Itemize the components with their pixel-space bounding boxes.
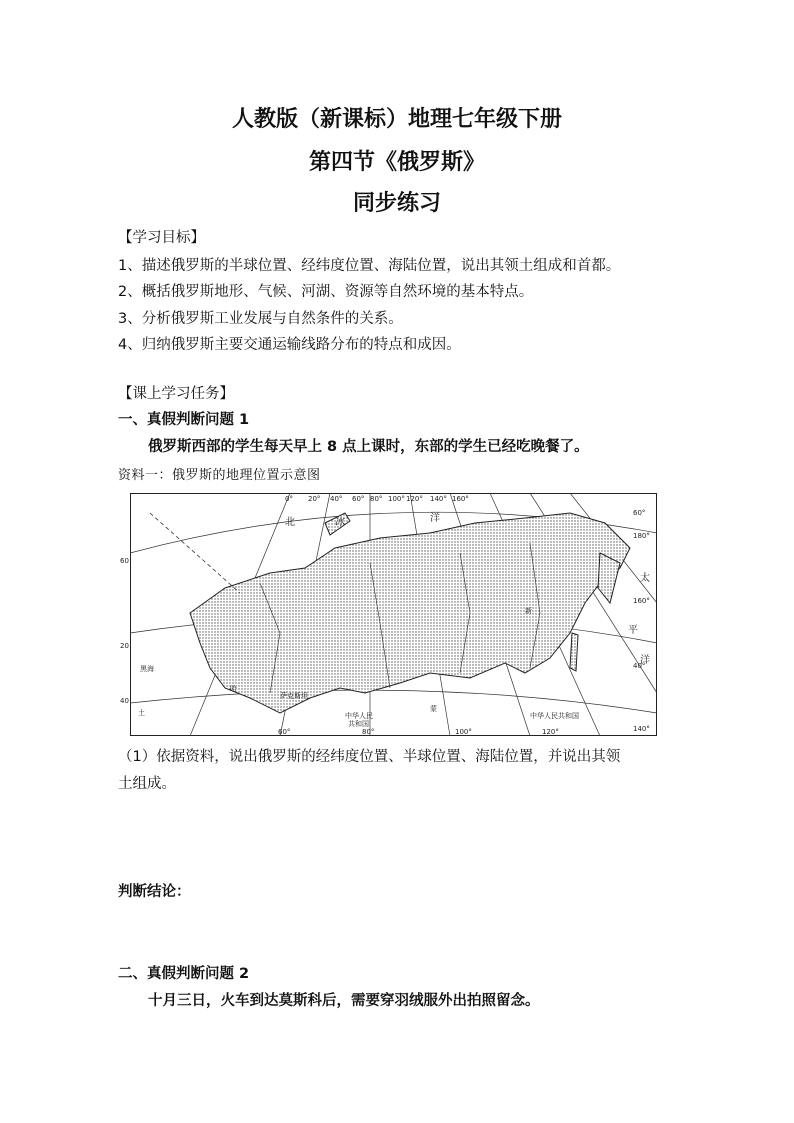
- lat-40: 40: [120, 697, 129, 705]
- russia-location-map: [120, 493, 657, 736]
- place-prc-east: 中华人民共和国: [530, 712, 579, 720]
- question-1-title: 一、真假判断问题 1: [118, 412, 250, 428]
- place-ha: 哈: [230, 685, 237, 693]
- place-kazakhstan: 萨克斯坦: [280, 692, 308, 700]
- lon-120: 120°: [406, 495, 423, 503]
- right-60: 60°: [633, 509, 646, 517]
- blon-100: 100°: [455, 728, 472, 736]
- sea-tai: 太: [640, 573, 650, 584]
- place-prc-2: 共和国: [348, 720, 369, 728]
- document-title: 人教版（新课标）地理七年级下册: [231, 106, 562, 132]
- place-tu: 土: [138, 709, 145, 717]
- objectives-heading: 【学习目标】: [118, 230, 205, 246]
- sea-yang2: 洋: [640, 655, 650, 666]
- place-mongolia: 蒙: [430, 705, 437, 713]
- place-xin: 新: [525, 607, 532, 615]
- place-prc-1: 中华人民: [345, 712, 373, 720]
- right-140: 140°: [633, 725, 650, 733]
- blon-80: 80°: [362, 728, 375, 736]
- sakhalin: [570, 633, 578, 671]
- sea-ping: 平: [628, 625, 638, 636]
- tasks-heading: 【课上学习任务】: [118, 386, 234, 402]
- objective-2: 2、概括俄罗斯地形、气候、河湖、资源等自然环境的基本特点。: [118, 284, 534, 300]
- question-2-title: 二、真假判断问题 2: [118, 966, 250, 982]
- objective-4: 4、归纳俄罗斯主要交通运输线路分布的特点和成因。: [118, 337, 461, 353]
- question-2-statement: 十月三日，火车到达莫斯科后，需要穿羽绒服外出拍照留念。: [148, 993, 540, 1009]
- right-40: 40°: [633, 662, 646, 670]
- lon-60: 60°: [352, 495, 365, 503]
- right-160: 160°: [633, 597, 650, 605]
- lon-160: 160°: [452, 495, 469, 503]
- place-black-sea: 黑海: [140, 665, 154, 673]
- lon-80: 80°: [370, 495, 383, 503]
- question-1-sub: （1）依据资料，说出俄罗斯的经纬度位置、半球位置、海陆位置，并说出其领: [118, 749, 621, 765]
- question-1-sub-cont: 土组成。: [118, 776, 176, 792]
- lon-0: 0°: [285, 495, 293, 503]
- material-caption: 资料一：俄罗斯的地理位置示意图: [118, 468, 321, 483]
- sea-yang: 洋: [430, 513, 440, 524]
- sea-bei: 北: [285, 517, 295, 528]
- lon-100: 100°: [388, 495, 405, 503]
- objective-1: 1、描述俄罗斯的半球位置、经纬度位置、海陆位置，说出其领土组成和首都。: [118, 258, 621, 274]
- section-title: 第四节《俄罗斯》: [308, 149, 485, 175]
- subtitle: 同步练习: [352, 190, 441, 216]
- lon-40: 40°: [330, 495, 343, 503]
- objective-3: 3、分析俄罗斯工业发展与自然条件的关系。: [118, 311, 403, 327]
- lon-20: 20°: [308, 495, 321, 503]
- lon-140: 140°: [430, 495, 447, 503]
- right-180: 180°: [633, 532, 650, 540]
- blon-120: 120°: [542, 728, 559, 736]
- left-lat-labels: [120, 557, 129, 705]
- conclusion-label: 判断结论：: [118, 884, 191, 900]
- sea-bing: 冰: [335, 517, 345, 528]
- lat-60: 60: [120, 557, 129, 565]
- top-lon-labels: [285, 495, 469, 503]
- blon-60: 60°: [278, 728, 291, 736]
- question-1-statement: 俄罗斯西部的学生每天早上 8 点上课时，东部的学生已经吃晚餐了。: [148, 439, 589, 455]
- lat-20: 20: [120, 642, 129, 650]
